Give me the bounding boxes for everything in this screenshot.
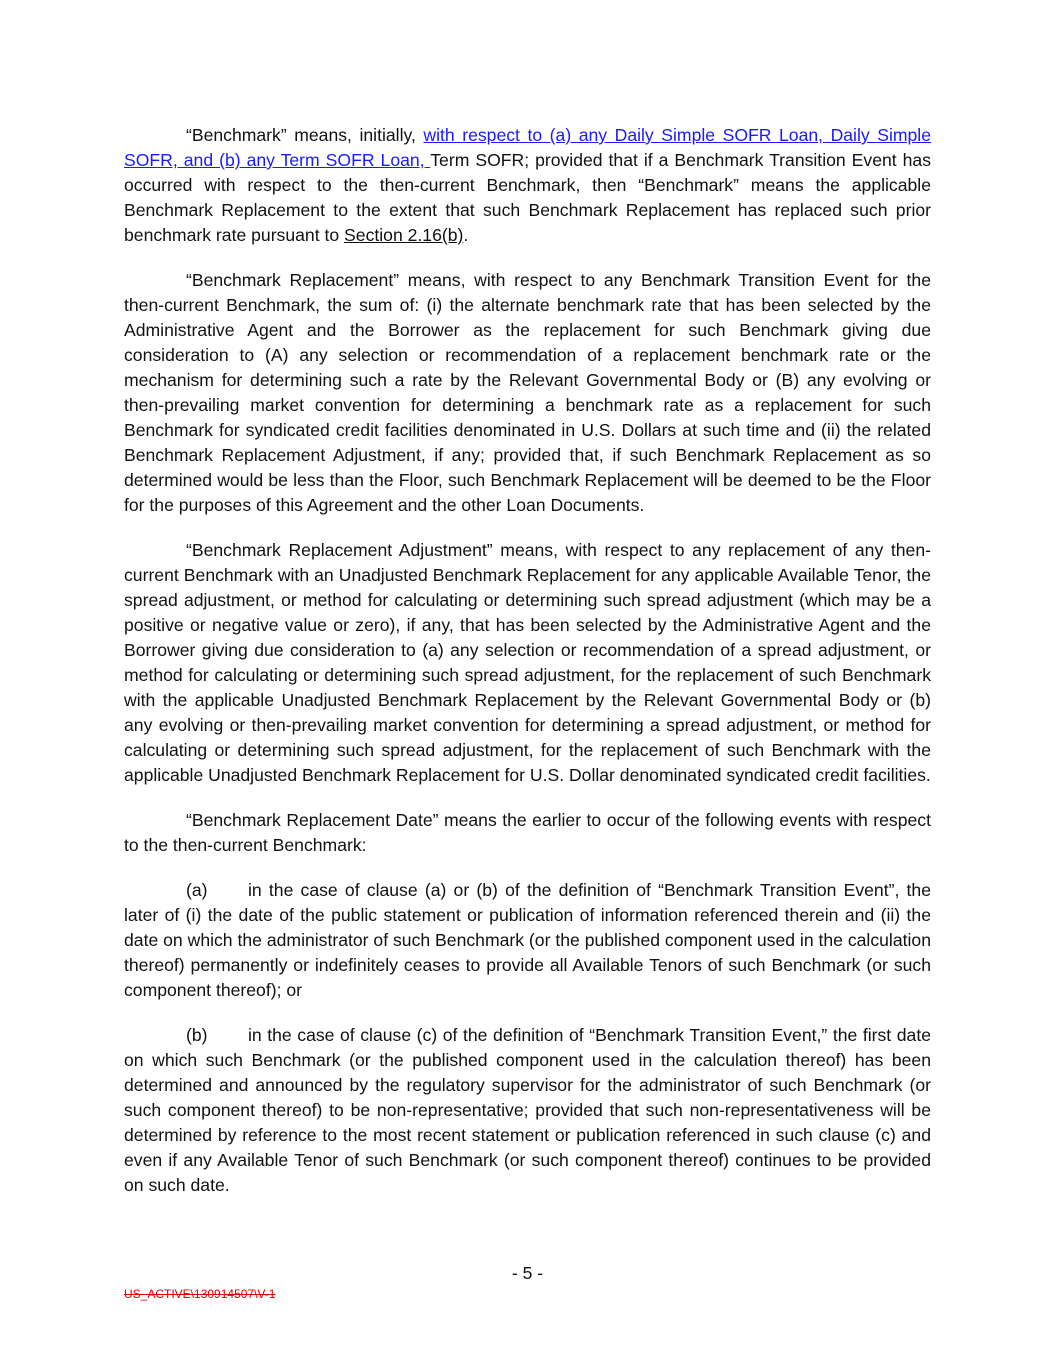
clause-b	[124, 1023, 931, 1198]
clause-a	[124, 878, 931, 1003]
clause-label: (b)	[186, 1025, 208, 1045]
clause-label: (a)	[186, 880, 208, 900]
text-segment: .	[463, 225, 469, 245]
text-segment: “Benchmark Replacement Date” means the earlier to occur of the following events with respect to the then-current Benchmark:	[124, 810, 931, 855]
document-page	[124, 123, 931, 1218]
inserted-text: with respect to (a) any Daily Simple SOFR Loan, Daily Simple SOFR, and (b) any Term SOFR Loan,	[124, 125, 931, 170]
clause-text: in the case of clause (c) of the definition of “Benchmark Transition Event,” the first date on which such Benchmark (or the published component used in the calculation thereof) has been determined and announced by the regulatory supervisor for the administrator of such Benchmark (or such component thereof) to be non-representative; provided that such non-representativeness will be determined by reference to the most recent statement or publication referenced in such clause (c) and even if any Available Tenor of such Benchmark (or such component thereof) continues to be provided on such date.	[124, 1025, 931, 1195]
text-segment: “Benchmark Replacement Adjustment” means, with respect to any replacement of any then-current Benchmark with an Unadjusted Benchmark Replacement for any applicable Available Tenor, the spread adjustment, or method for calculating or determining such spread adjustment (which may be a positive or negative value or zero), if any, that has been selected by the Administrative Agent and the Borrower giving due consideration to (a) any selection or recommendation of a spread adjustment, or method for calculating or determining such spread adjustment, for the replacement of such Benchmark with the applicable Unadjusted Benchmark Replacement by the Relevant Governmental Body or (b) any evolving or then-prevailing market convention for determining a spread adjustment, or method for calculating or determining such spread adjustment, for the replacement of such Benchmark with the applicable Unadjusted Benchmark Replacement for U.S. Dollar denominated syndicated credit facilities.	[124, 540, 931, 785]
definition-benchmark	[124, 123, 931, 248]
clause-text: in the case of clause (a) or (b) of the definition of “Benchmark Transition Event”, the later of (i) the date of the public statement or publication of information referenced therein and (ii) the date on which the administrator of such Benchmark (or the published component used in the calculation thereof) permanently or indefinitely ceases to provide all Available Tenors of such Benchmark (or such component thereof); or	[124, 880, 931, 1000]
document-id-footer: US_ACTIVE\130914507\V-1	[124, 1287, 276, 1301]
definition-benchmark-replacement	[124, 268, 931, 518]
text-segment: “Benchmark Replacement” means, with respect to any Benchmark Transition Event for the then-current Benchmark, the sum of: (i) the alternate benchmark rate that has been selected by the Administrative Agent and the Borrower as the replacement for such Benchmark giving due consideration to (A) any selection or recommendation of a replacement benchmark rate or the mechanism for determining such a rate by the Relevant Governmental Body or (B) any evolving or then-prevailing market convention for determining a benchmark rate as a replacement for such Benchmark for syndicated credit facilities denominated in U.S. Dollars at such time and (ii) the related Benchmark Replacement Adjustment, if any; provided that, if such Benchmark Replacement as so determined would be less than the Floor, such Benchmark Replacement will be deemed to be the Floor for the purposes of this Agreement and the other Loan Documents.	[124, 270, 931, 515]
page-number: - 5 -	[511, 1263, 544, 1283]
definition-benchmark-replacement-date	[124, 808, 931, 858]
definition-benchmark-replacement-adjustment	[124, 538, 931, 788]
section-reference: Section 2.16(b)	[344, 225, 464, 245]
text-segment: Term SOFR; provided that if a Benchmark Transition Event has occurred with respect to the then-current Benchmark, then “Benchmark” means the applicable Benchmark Replacement to the extent that such Benchmark Replacement has replaced such prior benchmark rate pursuant to	[124, 150, 932, 245]
text-segment: “Benchmark” means, initially,	[186, 125, 424, 145]
